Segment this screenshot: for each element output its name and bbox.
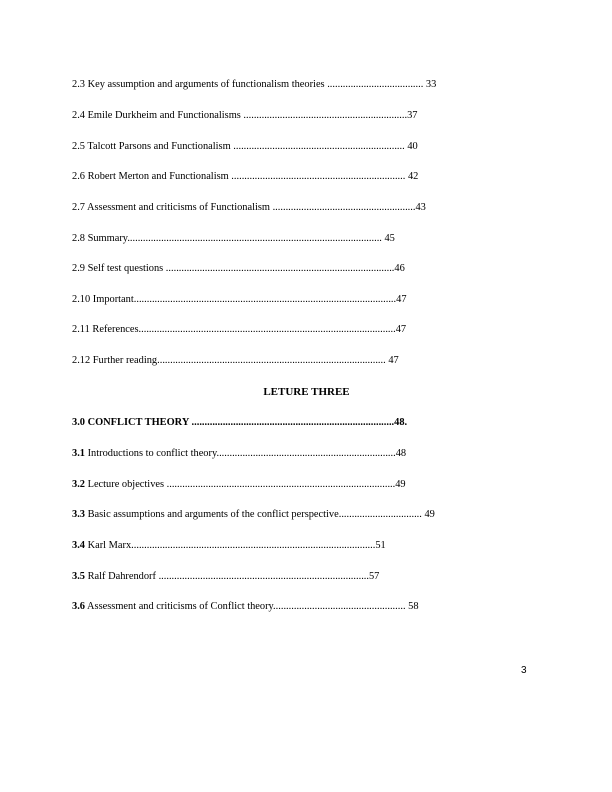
toc-entry-3-1 [72, 447, 406, 461]
lecture-heading: LETURE THREE [263, 386, 350, 398]
toc-entry-2-10: 2.10 Important.....................................................................................................47 [72, 294, 407, 305]
toc-entry-number: 3.2 [72, 479, 85, 490]
toc-entry-number: 3.5 [72, 571, 85, 582]
toc-entry-text: Karl Marx..............................................................................................51 [85, 540, 386, 551]
toc-entry-3-4 [72, 539, 386, 553]
toc-entry-number: 3.6 [72, 601, 85, 612]
toc-entry-2-4: 2.4 Emile Durkheim and Functionalisms ...............................................................37 [72, 110, 418, 121]
toc-entry-3-5 [72, 570, 379, 584]
toc-entry-2-9: 2.9 Self test questions ........................................................................................46 [72, 263, 405, 274]
toc-entry-text: Ralf Dahrendorf .................................................................................57 [85, 571, 380, 582]
toc-entry-2-5: 2.5 Talcott Parsons and Functionalism .................................................................. 40 [72, 141, 418, 152]
toc-entry-number: 3.4 [72, 540, 85, 551]
toc-entry-3-6 [72, 600, 419, 614]
toc-entry-text: Assessment and criticisms of Conflict theory................................................... 58 [85, 601, 419, 612]
toc-entry-text: Basic assumptions and arguments of the conflict perspective................................ 49 [85, 509, 435, 520]
toc-entry-number: 3.3 [72, 509, 85, 520]
toc-entry-2-6: 2.6 Robert Merton and Functionalism ................................................................... 42 [72, 171, 419, 182]
toc-entry-3-2 [72, 478, 406, 492]
toc-entry-text: Lecture objectives ........................................................................................49 [85, 479, 406, 490]
toc-entry-2-8: 2.8 Summary.................................................................................................. 45 [72, 233, 395, 244]
toc-entry-3-3 [72, 508, 435, 522]
toc-entry-3-0: 3.0 CONFLICT THEORY ..............................................................................48. [72, 417, 408, 428]
page-number: 3 [521, 665, 527, 676]
toc-entry-text: Introductions to conflict theory.....................................................................48 [85, 448, 407, 459]
toc-entry-2-7: 2.7 Assessment and criticisms of Functionalism .......................................................43 [72, 202, 426, 213]
toc-entry-2-12: 2.12 Further reading........................................................................................ 47 [72, 355, 399, 366]
toc-entry-2-11: 2.11 References...................................................................................................47 [72, 324, 407, 335]
toc-entry-number: 3.1 [72, 448, 85, 459]
toc-entry-2-3: 2.3 Key assumption and arguments of functionalism theories ..................................... 33 [72, 79, 437, 90]
